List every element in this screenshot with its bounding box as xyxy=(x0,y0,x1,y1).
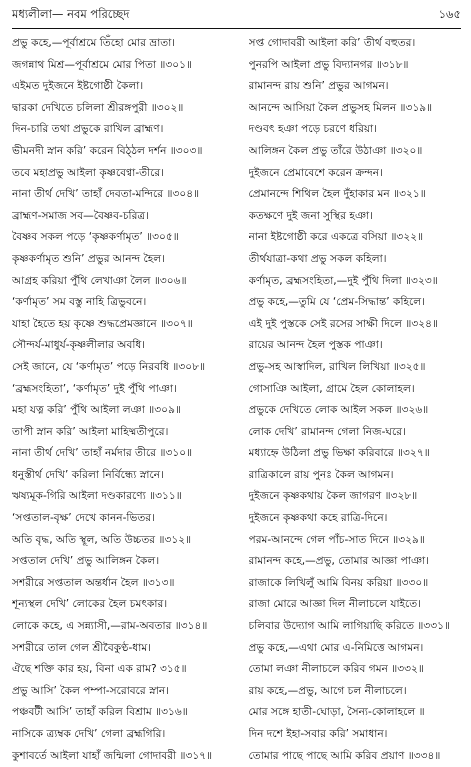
verse-line: দ্বারকা দেখিতে চলিলা শ্রীরঙ্গপুরী ॥৩০২॥ xyxy=(12,101,184,114)
verse-line: দুইজনে কৃষ্ণকথা কহে রাত্রি-দিনে। xyxy=(248,512,388,525)
verse-line: ‘সপ্ততাল-বৃক্ষ’ দেখে কানন-ভিতর। xyxy=(12,512,155,525)
verse-line: মোর সঙ্গে হাতী-ঘোড়া, সৈন্য-কোলাহলে ॥ xyxy=(248,706,425,719)
verse-line: রায় কহে,—প্রভু, আগে চল নীলাচলে। xyxy=(248,684,407,697)
verse-line: দুইজনে প্রেমাবেশে করেন ক্রন্দন। xyxy=(248,166,383,179)
verse-line: দণ্ডবৎ হঞা পড়ে চরণে ধরিয়া। xyxy=(248,123,378,136)
left-column xyxy=(12,33,237,767)
verse-line: ‘ব্রহ্মসংহিতা’, ‘কর্ণামৃত’ দুই পুঁথি পাঞা। xyxy=(12,382,177,395)
verse-line: কর্ণামৃত, ব্রহ্মসংহিতা,—দুই পুঁথি দিলা ॥৩২৩॥ xyxy=(248,274,438,287)
verse-line: সৌন্দর্য-মাধুর্য-কৃষ্ণলীলার অবধি। xyxy=(12,339,146,352)
verse-columns xyxy=(12,33,461,767)
verse-line: নানা তীর্থ দেখি’ তাহাঁ নর্মদার তীরে ॥৩১০॥ xyxy=(12,447,193,460)
verse-line: নানা ইষ্টগোষ্ঠী করে একত্রে বসিয়া ॥৩২২॥ xyxy=(248,231,424,244)
verse-line: ঐছে শক্তি কার হয়, বিনা এক রাম? ৩১৫॥ xyxy=(12,663,187,676)
verse-line: যাহা হৈতে হয় কৃষ্ণে শুদ্ধপ্রেমজ্ঞানে ॥৩০৭॥ xyxy=(12,317,193,330)
verse-line: লোকে কহে, এ সন্ন্যাসী,—রাম-অবতার ॥৩১৪॥ xyxy=(12,620,208,633)
verse-line: ব্রাহ্মণ-সমাজ সব—বৈষ্ণব-চরিত্র। xyxy=(12,209,149,222)
verse-line: গোসাঞি আইলা, গ্রামে হৈল কোলাহল। xyxy=(248,382,415,395)
verse-line: দিন দশে ইহা-সবার করি’ সমাধান। xyxy=(248,728,388,740)
verse-line: এই দুই পুস্তকে সেই রসের সাক্ষী দিলে ॥৩২৪॥ xyxy=(248,317,438,330)
verse-line: ‘কর্ণামৃত’ সম বস্তু নাহি ত্রিভুবনে। xyxy=(12,296,147,309)
verse-line: প্রভু আসি’ কৈল পম্পা-সরোবরে স্নান। xyxy=(12,684,170,697)
verse-line: প্রভু কহে,—তুমি যে ‘প্রেম-সিদ্ধান্ত’ কহিলে। xyxy=(248,296,425,309)
verse-line: আলিঙ্গন কৈল প্রভু তাঁরে উঠাঞা ॥৩২০॥ xyxy=(248,144,423,157)
verse-line: আনন্দে আসিয়া কৈল প্রভুসহ মিলন ॥৩১৯॥ xyxy=(248,101,433,114)
verse-line: লোক দেখি’ রামানন্দ গেলা নিজ-ঘরে। xyxy=(248,425,406,438)
verse-line: তাপী স্নান করি’ আইলা মাহিষ্মতীপুরে। xyxy=(12,425,169,438)
verse-line: সেই জানে, যে ‘কর্ণামৃত’ পড়ে নিরবধি ॥৩০৮॥ xyxy=(12,360,206,373)
verse-line: মহা যত্ন করি’ পুঁথি আইলা লঞা ॥৩০৯॥ xyxy=(12,404,181,417)
verse-line: রামানন্দ রায় শুনি’ প্রভুর আগমন। xyxy=(248,80,389,93)
verse-line: ঋষ্যমূক-গিরি আইলা দণ্ডকারণ্যে ॥৩১১॥ xyxy=(12,490,182,503)
verse-line: ভীমনদী স্নান করি’ করেন বিঠ্‌ঠল দর্শন ॥৩০৩॥ xyxy=(12,144,203,157)
verse-line: প্রভুকে দেখিতে লোক আইল সকল ॥৩২৬॥ xyxy=(248,404,429,417)
verse-line: বৈষ্ণব সকল পড়ে ‘কৃষ্ণকর্ণামৃত’ ॥৩০৫॥ xyxy=(12,231,179,244)
verse-line: মধ্যাহ্নে উঠিলা প্রভু ভিক্ষা করিবারে ॥৩২৭॥ xyxy=(248,447,430,460)
verse-line: দিন-চারি তথা প্রভুকে রাখিল ব্রাহ্মণ। xyxy=(12,123,164,136)
verse-line: সপ্ততাল দেখি’ প্রভু আলিঙ্গন কৈল। xyxy=(12,555,160,568)
verse-line: প্রভু কহে,—পূর্বাশ্রমে তিঁহো মোর ভ্রাতা। xyxy=(12,37,176,49)
verse-line: রাজাকে লিখিলুঁ আমি বিনয় করিয়া ॥৩৩০॥ xyxy=(248,576,429,589)
verse-line: সপ্ত গোদাবরী আইলা করি’ তীর্থ বহুতর। xyxy=(248,37,416,49)
verse-line: প্রেমানন্দে শিথিল হৈল দুঁহাকার মন ॥৩২১॥ xyxy=(248,188,426,201)
verse-line: রায়ের আনন্দ হৈল পুস্তক পাঞা। xyxy=(248,339,383,352)
verse-line: প্রভু-সহ আস্বাদিল, রাখিল লিখিয়া ॥৩২৫॥ xyxy=(248,360,426,373)
verse-line: শূন্যস্থল দেখি’ লোকের হৈল চমৎকার। xyxy=(12,598,168,611)
verse-line: কুশাবর্তে আইলা যাহাঁ জন্মিলা গোদাবরী ॥৩১৭॥ xyxy=(12,749,213,762)
verse-line: তোমার পাছে পাছে আমি করিব প্রয়াণ ॥৩৩৪॥ xyxy=(248,749,441,762)
verse-line: এইমত দুইজনে ইষ্টগোষ্ঠী কৈলা। xyxy=(12,80,144,93)
verse-line: নাসিকে ত্র্যম্বক দেখি’ গেলা ব্রহ্মগিরি। xyxy=(12,728,166,740)
verse-line: কতক্ষণে দুই জনা সুস্থির হঞা। xyxy=(248,209,374,222)
verse-line: আগ্রহ করিয়া পুঁথি লেখাঞা লৈল ॥৩০৬॥ xyxy=(12,274,187,287)
verse-line: তবে মহাপ্রভু আইলা কৃষ্ণবেণ্বা-তীরে। xyxy=(12,166,164,179)
verse-line: রাত্রিকালে রায় পুনঃ কৈল আগমন। xyxy=(248,468,394,481)
verse-line: রাজা মোরে আজ্ঞা দিল নীলাচলে যাইতে। xyxy=(248,598,422,611)
running-title: মধ্যলীলা— নবম পরিচ্ছেদ xyxy=(12,7,130,21)
verse-line: পরম-আনন্দে গেল পাঁচ-সাত দিনে ॥৩২৯॥ xyxy=(248,533,425,546)
verse-line: কৃষ্ণকর্ণামৃত শুনি’ প্রভুর আনন্দ হৈল। xyxy=(12,252,165,265)
verse-line: চলিবার উদ্যোগ আমি লাগিয়াছি করিতে ॥৩৩১॥ xyxy=(248,620,451,633)
verse-line: সশরীরে তাল গেল শ্রীবৈকুণ্ঠ-ধাম। xyxy=(12,641,151,654)
verse-line: পুনরপি আইলা প্রভু বিদ্যানগর ॥৩১৮॥ xyxy=(248,58,409,71)
verse-line: নানা তীর্থ দেখি’ তাহাঁ দেবতা-মন্দিরে ॥৩০৪॥ xyxy=(12,188,200,201)
verse-line: পঞ্চবটী আসি’ তাহাঁ করিল বিশ্রাম ॥৩১৬॥ xyxy=(12,706,188,719)
verse-line: সশরীরে সপ্ততাল অন্তর্ধান হৈল ॥৩১৩॥ xyxy=(12,576,175,589)
verse-line: ধনুস্তীর্থ দেখি’ করিলা নির্বিন্ধ্যে স্নানে। xyxy=(12,468,164,481)
verse-line: দুইজনে কৃষ্ণকথায় কৈল জাগরণ ॥৩২৮॥ xyxy=(248,490,418,503)
verse-line: জগন্নাথ মিশ্র—পূর্বাশ্রমে মোর পিতা ॥৩০১॥ xyxy=(12,58,193,71)
verse-line: তোমা লঞা নীলাচলে করিব গমন ॥৩৩২॥ xyxy=(248,663,424,676)
verse-line: রামানন্দ কহে,—প্রভু, তোমার আজ্ঞা পাঞা। xyxy=(248,555,429,568)
page-number: ১৬৫ xyxy=(438,7,461,21)
verse-line: অতি বৃদ্ধ, অতি স্থূল, অতি উচ্চতর ॥৩১২॥ xyxy=(12,533,192,546)
page-header xyxy=(12,6,461,29)
right-column xyxy=(237,33,462,767)
verse-line: তীর্থযাত্রা-কথা প্রভু সকল কহিলা। xyxy=(248,252,387,265)
verse-line: প্রভু কহে,—এথা মোর এ-নিমিত্তে আগমন। xyxy=(248,641,424,654)
